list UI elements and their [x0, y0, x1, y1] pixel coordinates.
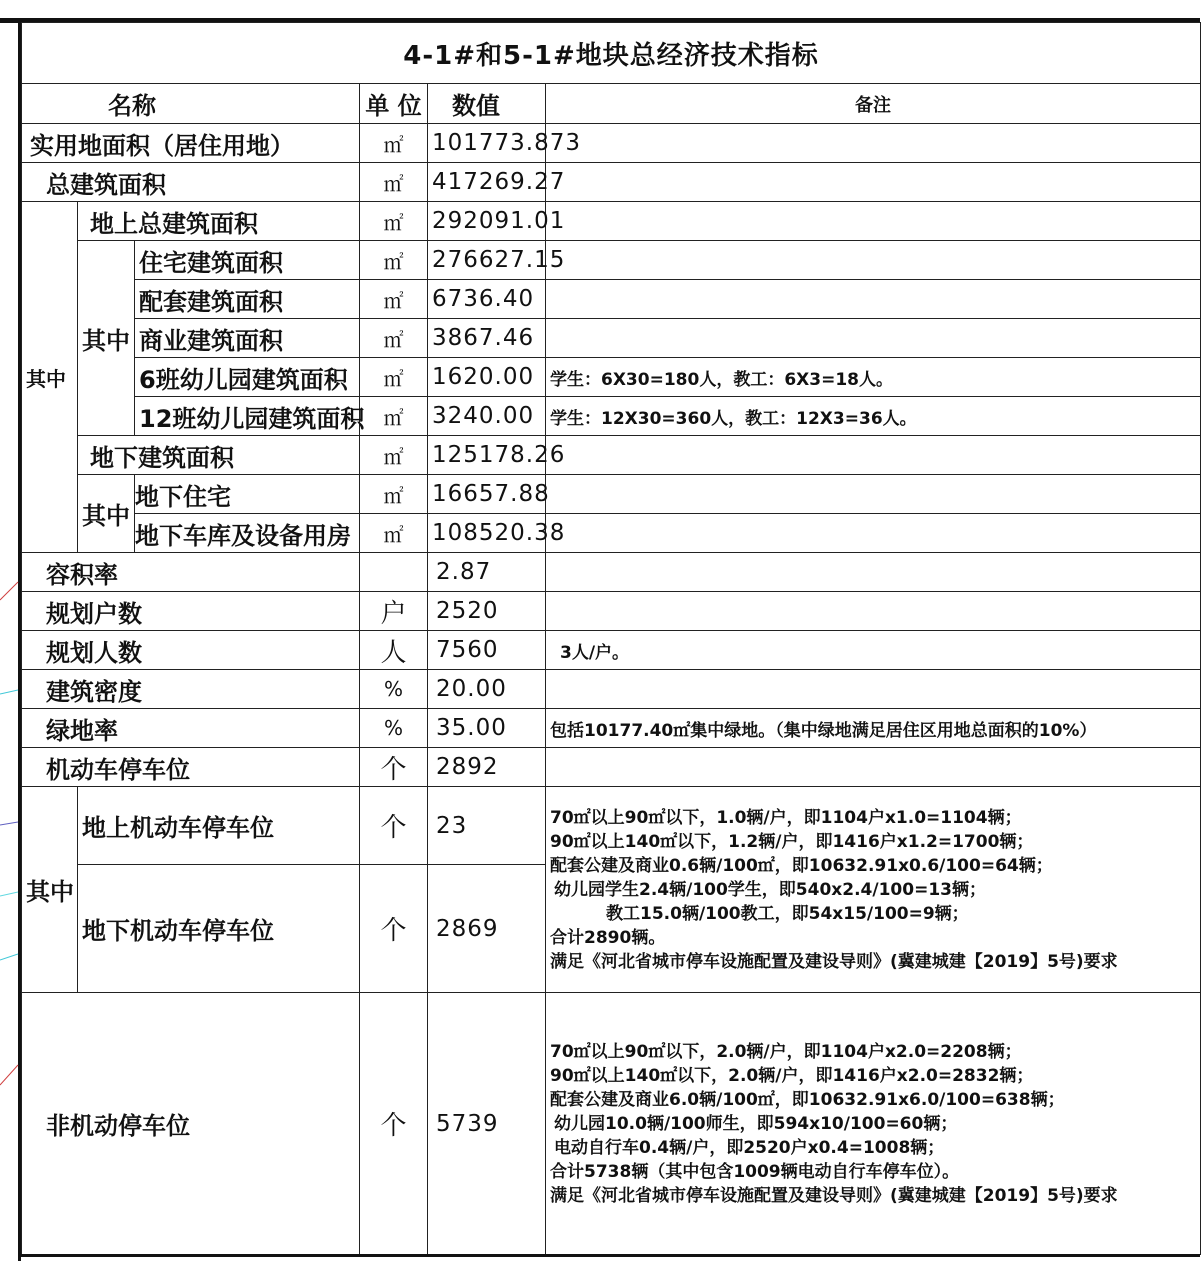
table-row: [22, 787, 1201, 865]
row-value: 276627.15: [428, 241, 546, 280]
row-name: 12班幼儿园建筑面积: [135, 397, 360, 436]
row-name: 规划人数: [22, 631, 360, 670]
row-value: 1620.00: [428, 358, 546, 397]
row-name: 住宅建筑面积: [135, 241, 360, 280]
row-value: 101773.873: [428, 124, 546, 163]
row-unit: [360, 553, 428, 592]
row-name: 容积率: [22, 553, 360, 592]
row-unit: ㎡: [360, 241, 428, 280]
row-value: 2869: [428, 865, 546, 993]
qizhong-label: 其中: [22, 202, 78, 553]
jidong-parking-notes: [546, 787, 1201, 993]
note-line: 教工15.0辆/100教工，即54x15/100=9辆；: [606, 903, 969, 924]
row-note: [546, 514, 1201, 553]
table-row: [22, 993, 1201, 1255]
row-unit: ㎡: [360, 202, 428, 241]
row-value: 5739: [428, 993, 546, 1255]
header-unit: 单 位: [360, 84, 428, 124]
table-row: [22, 514, 1201, 553]
table-row: [22, 163, 1201, 202]
row-unit: ㎡: [360, 124, 428, 163]
row-value: 417269.27: [428, 163, 546, 202]
row-value: 3867.46: [428, 319, 546, 358]
table-title: 4-1#和5-1#地块总经济技术指标: [22, 23, 1201, 84]
note-line: 满足《河北省城市停车设施配置及建设导则》(冀建城建【2019】5号)要求: [550, 1185, 1118, 1206]
row-note: [546, 670, 1201, 709]
header-name: 名称: [22, 84, 360, 124]
row-value: 7560: [428, 631, 546, 670]
row-unit: ㎡: [360, 358, 428, 397]
table-row: [22, 670, 1201, 709]
row-note: [546, 124, 1201, 163]
row-note: 包括10177.40㎡集中绿地。（集中绿地满足居住区用地总面积的10%）: [546, 709, 1201, 748]
note-line: 电动自行车0.4辆/户，即2520户x0.4=1008辆；: [554, 1137, 945, 1158]
table-row: [22, 436, 1201, 475]
row-value: 2892: [428, 748, 546, 787]
table-row: [22, 475, 1201, 514]
row-unit: 个: [360, 993, 428, 1255]
note-line: 配套公建及商业6.0辆/100㎡，即10632.91x6.0/100=638辆；: [550, 1089, 1065, 1110]
row-unit: 个: [360, 748, 428, 787]
note-line: 配套公建及商业0.6辆/100㎡，即10632.91x0.6/100=64辆；: [550, 855, 1053, 876]
row-name: 6班幼儿园建筑面积: [135, 358, 360, 397]
row-value: 20.00: [428, 670, 546, 709]
note-line: 90㎡以上140㎡以下，2.0辆/户，即1416户x2.0=2832辆；: [550, 1065, 1034, 1086]
row-name: 商业建筑面积: [135, 319, 360, 358]
row-note: [546, 241, 1201, 280]
row-unit: ㎡: [360, 397, 428, 436]
row-note: [546, 202, 1201, 241]
table-row: [22, 592, 1201, 631]
row-note: 学生：12X30=360人，教工：12X3=36人。: [546, 397, 1201, 436]
row-unit: ㎡: [360, 319, 428, 358]
note-line: 幼儿园学生2.4辆/100学生，即540x2.4/100=13辆；: [554, 879, 986, 900]
qizhong-label: 其中: [78, 241, 135, 436]
row-note: [546, 748, 1201, 787]
top-margin: [0, 0, 1200, 20]
row-note: [546, 280, 1201, 319]
row-note: [546, 475, 1201, 514]
row-value: 108520.38: [428, 514, 546, 553]
row-unit: 个: [360, 787, 428, 865]
row-name: 机动车停车位: [22, 748, 360, 787]
row-value: 3240.00: [428, 397, 546, 436]
row-value: 16657.88: [428, 475, 546, 514]
row-unit: %: [360, 709, 428, 748]
row-name: 实用地面积（居住用地）: [22, 124, 360, 163]
row-unit: 人: [360, 631, 428, 670]
row-note: [546, 319, 1201, 358]
row-name: 地下车库及设备用房: [135, 514, 360, 553]
row-unit: ㎡: [360, 280, 428, 319]
table-row: [22, 358, 1201, 397]
row-value: 292091.01: [428, 202, 546, 241]
table-row: [22, 280, 1201, 319]
row-unit: 个: [360, 865, 428, 993]
row-value: 23: [428, 787, 546, 865]
table-row: [22, 241, 1201, 280]
table-row: [22, 124, 1201, 163]
row-unit: ㎡: [360, 514, 428, 553]
note-line: 70㎡以上90㎡以下，2.0辆/户，即1104户x2.0=2208辆；: [550, 1041, 1022, 1062]
row-name: 地下机动车停车位: [78, 865, 360, 993]
table-row: [22, 748, 1201, 787]
row-note: [546, 592, 1201, 631]
note-line: 满足《河北省城市停车设施配置及建设导则》(冀建城建【2019】5号)要求: [550, 951, 1118, 972]
table-row: [22, 553, 1201, 592]
row-name: 地上总建筑面积: [78, 202, 360, 241]
table-row: [22, 709, 1201, 748]
table-row: [22, 202, 1201, 241]
header-value: 数值: [428, 84, 546, 124]
row-name: 地上机动车停车位: [78, 787, 360, 865]
row-unit: ㎡: [360, 163, 428, 202]
row-note: [546, 553, 1201, 592]
economic-indicator-table: [21, 22, 1201, 1255]
row-name: 非机动停车位: [22, 993, 360, 1255]
row-note: [546, 163, 1201, 202]
table-row: [22, 631, 1201, 670]
row-value: 2520: [428, 592, 546, 631]
row-unit: ㎡: [360, 436, 428, 475]
table-row: [22, 397, 1201, 436]
drawing-line-fragments: [0, 560, 20, 1100]
row-value: 125178.26: [428, 436, 546, 475]
row-name: 配套建筑面积: [135, 280, 360, 319]
row-name: 地下住宅: [135, 475, 360, 514]
row-value: 6736.40: [428, 280, 546, 319]
feijidong-parking-notes: [546, 993, 1201, 1255]
row-name: 总建筑面积: [22, 163, 360, 202]
row-unit: 户: [360, 592, 428, 631]
qizhong-label: 其中: [22, 787, 78, 993]
note-line: 幼儿园10.0辆/100师生，即594x10/100=60辆；: [554, 1113, 958, 1134]
row-name: 地下建筑面积: [78, 436, 360, 475]
note-line: 合计2890辆。: [550, 927, 666, 948]
sheet-bottom-border: [18, 1254, 1200, 1257]
note-line: 合计5738辆（其中包含1009辆电动自行车停车位）。: [550, 1161, 960, 1182]
row-note: 学生：6X30=180人，教工：6X3=18人。: [546, 358, 1201, 397]
row-value: 35.00: [428, 709, 546, 748]
qizhong-label: 其中: [78, 475, 135, 553]
row-name: 建筑密度: [22, 670, 360, 709]
note-line: 90㎡以上140㎡以下，1.2辆/户，即1416户x1.2=1700辆；: [550, 831, 1034, 852]
row-name: 绿地率: [22, 709, 360, 748]
row-unit: %: [360, 670, 428, 709]
header-note: 备注: [546, 84, 1201, 124]
row-name: 规划户数: [22, 592, 360, 631]
row-note: 3人/户。: [546, 631, 1201, 670]
row-value: 2.87: [428, 553, 546, 592]
row-unit: ㎡: [360, 475, 428, 514]
row-note: [546, 436, 1201, 475]
table-row: [22, 319, 1201, 358]
note-line: 70㎡以上90㎡以下，1.0辆/户，即1104户x1.0=1104辆；: [550, 807, 1022, 828]
